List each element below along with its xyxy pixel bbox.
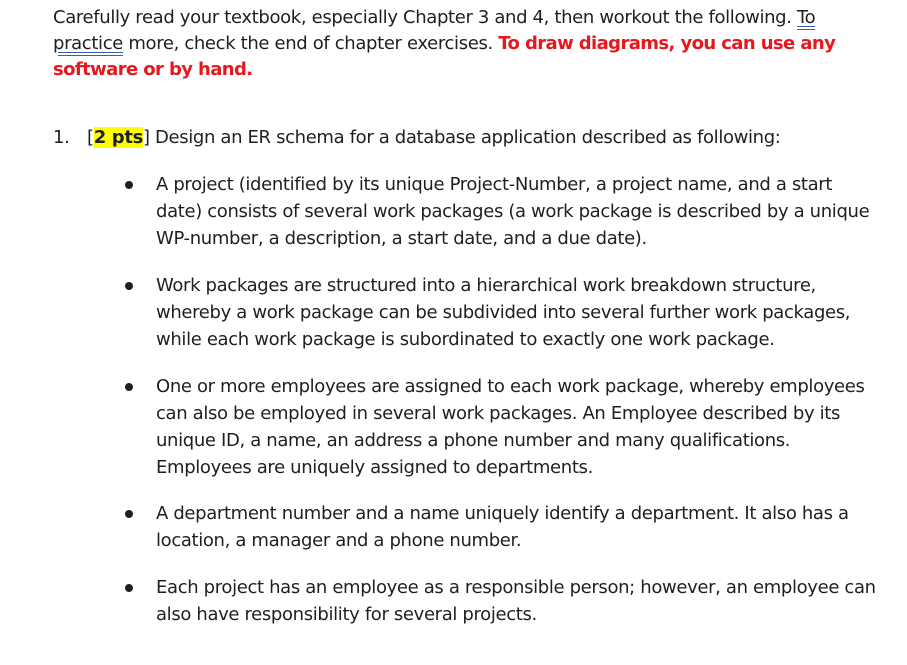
intro-sentence-2: more, check the end of chapter exercises. xyxy=(122,33,499,54)
bullet-icon xyxy=(125,181,133,189)
practice-link[interactable]: To practice xyxy=(53,7,816,54)
bullet-icon xyxy=(125,282,133,290)
question-heading xyxy=(53,125,873,151)
intro-sentence-1: Carefully read your textbook, especially Chapter 3 and 4, then workout the following. xyxy=(53,7,798,28)
intro-paragraph xyxy=(53,5,853,83)
points-highlight: 2 pts xyxy=(93,127,143,148)
list-item xyxy=(156,574,876,628)
points-bracket-open: [ xyxy=(87,127,94,148)
list-item xyxy=(156,500,876,554)
list-item-text: A project (identified by its unique Project-Number, a project name, and a start date) consists of several work packages (a work package is described by a unique WP-number, a description, a start date, and a due date). xyxy=(156,174,870,249)
question-text: Design an ER schema for a database application described as following: xyxy=(149,127,781,148)
list-item xyxy=(156,272,876,353)
intro-emphasis: To draw diagrams, you can use any software or by hand. xyxy=(53,33,836,80)
bullet-icon xyxy=(125,383,133,391)
list-item xyxy=(156,373,876,481)
bullet-icon xyxy=(125,584,133,592)
list-item-text: A department number and a name uniquely identify a department. It also has a location, a manager and a phone number. xyxy=(156,503,849,551)
list-item xyxy=(156,171,876,252)
bullet-icon xyxy=(125,510,133,518)
list-item-text: One or more employees are assigned to each work package, whereby employees can also be employed in several work packages. An Employee described by its unique ID, a name, an address a phone number and many qualifications. Employees are uniquely assigned to departments. xyxy=(156,376,865,478)
question-number: 1. xyxy=(53,127,70,148)
list-item-text: Work packages are structured into a hierarchical work breakdown structure, whereby a work package can be subdivided into several further work packages, while each work package is subordinated to exactly one work package. xyxy=(156,275,851,350)
points-bracket-close: ] xyxy=(142,127,150,148)
list-item-text: Each project has an employee as a responsible person; however, an employee can also have responsibility for several projects. xyxy=(156,577,876,625)
